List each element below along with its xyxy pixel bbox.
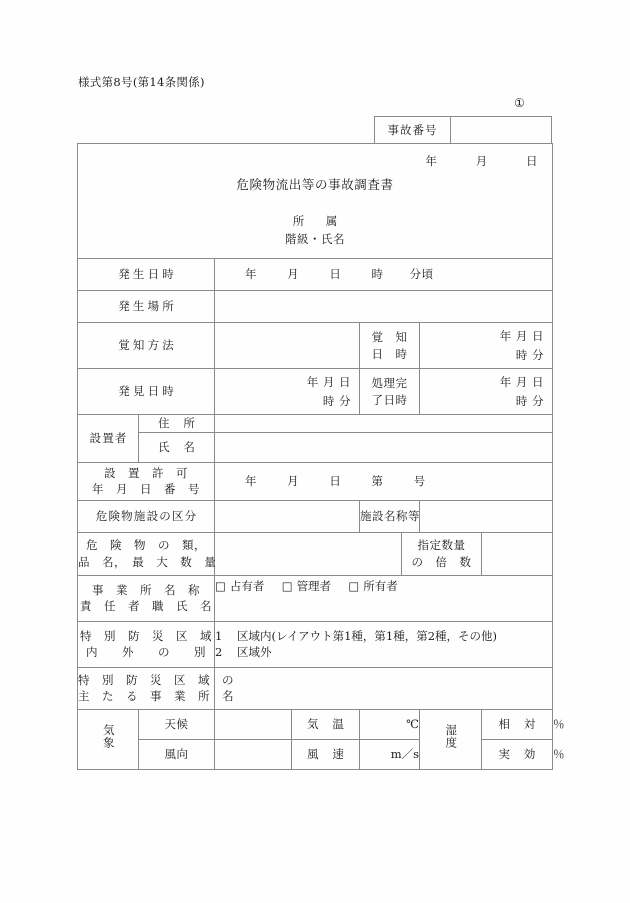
relative-humidity-label: 相 対 <box>482 709 553 739</box>
permit-year: 年 <box>245 473 257 488</box>
weather-group-label-cell <box>78 709 139 769</box>
title-row <box>78 144 553 259</box>
investigation-form-table <box>77 143 565 770</box>
installer-name-value[interactable] <box>215 432 553 462</box>
report-date-year: 年 <box>425 154 438 168</box>
humidity-group-label: 湿度 <box>444 724 459 750</box>
discovery-datetime-label: 発見日時 <box>78 369 215 415</box>
owner-checkbox-label: 所有者 <box>363 578 398 593</box>
effective-humidity-label: 実 効 <box>482 739 553 769</box>
humidity-group-label-cell <box>420 709 482 769</box>
completion-datetime-value[interactable] <box>420 369 553 415</box>
relative-humidity-unit: ％ <box>553 716 565 731</box>
occurrence-place-label: 発生場所 <box>78 291 215 323</box>
owner-checkbox[interactable] <box>348 579 397 593</box>
business-label-line2: 責 任 者 職 氏 名 <box>80 599 212 614</box>
dis-month: 月 <box>322 375 335 390</box>
det-hour: 時 <box>515 347 528 362</box>
dis-year: 年 <box>306 375 319 390</box>
form-number-label: 様式第8号(第14条関係) <box>78 75 205 89</box>
designated-multiple-label <box>402 532 482 575</box>
business-value-cell[interactable] <box>215 575 553 621</box>
attribution-block <box>78 213 552 249</box>
det-month: 月 <box>515 329 528 344</box>
special-zone-options <box>215 621 553 667</box>
occurrence-place-row <box>78 291 553 323</box>
zone-business-name-row <box>78 667 553 709</box>
completion-datetime-label <box>360 369 420 415</box>
zone-business-name-label <box>78 667 234 709</box>
zone-business-name-label-line2: 主 た る 事 業 所 名 <box>78 689 234 704</box>
temperature-value-cell[interactable] <box>360 709 420 739</box>
weather-group-label: 気象 <box>101 724 116 750</box>
permit-no-prefix: 第 <box>371 473 384 488</box>
permit-no-suffix: 号 <box>413 473 426 488</box>
special-zone-option-inside[interactable] <box>215 628 552 645</box>
permit-label-line1: 設 置 許 可 <box>104 465 188 480</box>
hazmat-label-line1: 危 険 物 の 類， <box>86 538 206 552</box>
occupant-checkbox[interactable] <box>215 579 264 593</box>
manager-checkbox[interactable] <box>282 579 331 593</box>
completion-datetime-label-line1: 処理完 <box>371 375 408 390</box>
discovery-datetime-value[interactable] <box>215 369 360 415</box>
facility-class-label: 危険物施設の区分 <box>78 500 215 532</box>
dis-hour: 時 <box>322 393 335 408</box>
installer-address-label: 住 所 <box>139 415 215 433</box>
hazmat-label <box>78 532 215 575</box>
hazmat-value[interactable] <box>215 532 402 575</box>
wind-speed-label: 風 速 <box>292 739 360 769</box>
det-year: 年 <box>499 329 512 344</box>
discovery-datetime-row <box>78 369 553 415</box>
detection-method-label: 覚知方法 <box>78 323 215 369</box>
accident-number-box <box>374 116 552 143</box>
occurrence-place-value[interactable] <box>215 291 553 323</box>
wind-direction-value[interactable] <box>215 739 292 769</box>
detection-datetime-value[interactable] <box>420 323 553 369</box>
manager-checkbox-label: 管理者 <box>296 578 332 593</box>
temperature-label: 気 温 <box>292 709 360 739</box>
cmp-hour: 時 <box>515 393 528 408</box>
permit-label <box>78 462 215 500</box>
hazmat-row <box>78 532 553 575</box>
business-label <box>78 575 215 621</box>
effective-humidity-unit: ％ <box>553 746 565 761</box>
special-zone-option-2-num: 2 <box>215 645 223 660</box>
accident-number-value[interactable] <box>451 117 551 143</box>
special-zone-option-outside[interactable] <box>215 644 552 661</box>
occurrence-datetime-value[interactable] <box>215 259 553 291</box>
occ-minute: 分頃 <box>409 267 434 282</box>
zone-business-name-label-line1: 特 別 防 災 区 域 の <box>78 672 234 687</box>
detection-method-value[interactable] <box>215 323 360 369</box>
business-row <box>78 575 553 621</box>
weather-row-1 <box>78 709 553 739</box>
affiliation-label: 所 属 <box>292 214 343 228</box>
wind-speed-unit: m／s <box>390 746 419 761</box>
installer-address-row <box>78 415 553 433</box>
rank-name-label: 階級・氏名 <box>285 231 345 246</box>
occupant-checkbox-label: 占有者 <box>229 578 265 593</box>
installer-name-label: 氏 名 <box>139 432 215 462</box>
owner-checkbox-group <box>215 576 552 595</box>
title-cell <box>78 144 553 259</box>
permit-label-line2: 年 月 日 番 号 <box>92 482 200 497</box>
page-mark: ① <box>514 96 525 110</box>
installer-name-row <box>78 432 553 462</box>
det-minute: 分 <box>532 347 544 362</box>
completion-datetime-label-line2: 了日時 <box>371 392 408 407</box>
dis-minute: 分 <box>339 393 351 408</box>
special-zone-option-2-text: 区域外 <box>237 645 272 660</box>
zone-business-name-value[interactable] <box>215 667 553 709</box>
designated-multiple-label-line1: 指定数量 <box>417 538 466 552</box>
report-date-day: 日 <box>526 154 538 168</box>
facility-class-value[interactable] <box>215 500 360 532</box>
occurrence-datetime-label: 発生日時 <box>78 259 215 291</box>
business-label-line1: 事 業 所 名 称 <box>92 582 200 597</box>
installer-address-value[interactable] <box>215 415 553 433</box>
accident-number-label: 事故番号 <box>375 117 451 143</box>
dis-day: 日 <box>339 375 351 390</box>
permit-row <box>78 462 553 500</box>
report-date-month: 月 <box>475 154 488 168</box>
permit-value[interactable] <box>215 462 553 500</box>
det-day: 日 <box>532 329 544 344</box>
occurrence-datetime-row <box>78 259 553 291</box>
special-zone-option-1-num: 1 <box>215 628 223 643</box>
facility-class-row <box>78 500 553 532</box>
occ-hour: 時 <box>371 267 384 282</box>
detection-datetime-label <box>360 323 420 369</box>
occ-day: 日 <box>329 267 342 282</box>
permit-month: 月 <box>287 473 300 488</box>
occupant-checkbox-mark: □ <box>215 578 226 593</box>
detection-datetime-label-line2: 日 時 <box>371 346 408 361</box>
hazmat-label-line2: 品 名， 最 大 数 量 <box>78 554 217 569</box>
special-zone-option-1-text: 区域内(レイアウト第1種，第1種，第2種，その他) <box>237 628 498 643</box>
manager-checkbox-mark: □ <box>281 578 293 593</box>
weather-row-2 <box>78 739 553 769</box>
permit-day: 日 <box>329 473 342 488</box>
weather-condition-value[interactable] <box>215 709 292 739</box>
designated-multiple-label-line2: の 倍 数 <box>411 554 472 569</box>
cmp-minute: 分 <box>532 393 544 408</box>
detection-method-row <box>78 323 553 369</box>
temperature-unit: ℃ <box>406 716 419 731</box>
special-zone-label-line1: 特 別 防 災 区 域 <box>80 628 212 643</box>
owner-checkbox-mark: □ <box>348 578 360 593</box>
special-zone-label-line2: 内 外 の 別 <box>86 645 206 660</box>
cmp-year: 年 <box>499 375 512 390</box>
facility-name-value[interactable] <box>420 500 553 532</box>
designated-multiple-value[interactable] <box>482 532 553 575</box>
wind-direction-label: 風向 <box>139 739 215 769</box>
page-title: 危険物流出等の事故調査書 <box>236 177 394 192</box>
cmp-month: 月 <box>515 375 528 390</box>
installer-label: 設置者 <box>78 415 139 463</box>
detection-datetime-label-line1: 覚 知 <box>371 329 408 344</box>
occ-month: 月 <box>287 267 300 282</box>
occ-year: 年 <box>245 267 257 282</box>
wind-speed-value-cell[interactable] <box>360 739 420 769</box>
report-date[interactable] <box>425 153 538 170</box>
weather-condition-label: 天候 <box>139 709 215 739</box>
special-zone-label <box>78 621 215 667</box>
special-zone-row <box>78 621 553 667</box>
cmp-day: 日 <box>532 375 544 390</box>
facility-name-label: 施設名称等 <box>360 500 420 532</box>
